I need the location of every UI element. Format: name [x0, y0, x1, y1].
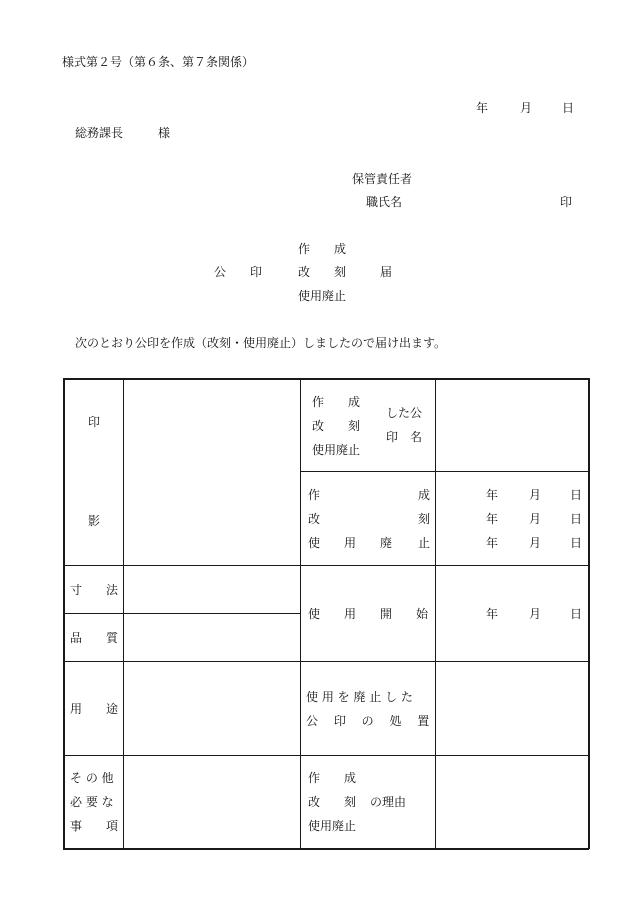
date-row-abolish-month: 月 [529, 536, 542, 550]
date-row-revise-a: 改 [308, 512, 321, 526]
seal-impression-label-bottom: 影 [88, 514, 101, 528]
date-row-create-a: 作 [308, 488, 321, 502]
date-day-label: 日 [562, 101, 575, 115]
date-row-abolish-a: 使 用 廃 [308, 536, 393, 550]
heading-right: 届 [380, 265, 393, 279]
reason-suffix: の理由 [370, 795, 407, 809]
reason-option-revise: 改 刻 [308, 795, 357, 809]
seal-name-option-revise: 改 刻 [312, 419, 361, 433]
date-row-create-month: 月 [529, 488, 542, 502]
heading-option-create: 作 成 [298, 242, 347, 256]
date-row-abolish-b: 止 [418, 536, 431, 550]
date-row-abolish-year: 年 [486, 536, 499, 550]
sender-role: 保管責任者 [352, 172, 413, 186]
sender-seal: 印 [560, 195, 573, 209]
date-row-revise-year: 年 [486, 512, 499, 526]
start-use-day: 日 [570, 607, 583, 621]
seal-name-suffix-bottom: 印 名 [386, 430, 423, 444]
start-use-year: 年 [486, 607, 499, 621]
heading-option-revise: 改 刻 [298, 265, 347, 279]
size-label: 寸 法 [70, 583, 119, 597]
other-line-3: 事 項 [70, 819, 119, 833]
other-line-1: そ の 他 [70, 771, 114, 785]
date-row-create-year: 年 [486, 488, 499, 502]
start-use-month: 月 [529, 607, 542, 621]
addressee-title: 総務課長 [75, 126, 124, 140]
date-row-abolish-day: 日 [570, 536, 583, 550]
date-row-revise-day: 日 [570, 512, 583, 526]
date-row-revise-month: 月 [529, 512, 542, 526]
start-use-label: 使 用 開 始 [308, 607, 429, 621]
other-line-2: 必 要 な [70, 795, 114, 809]
reason-option-create: 作 成 [308, 771, 357, 785]
sender-name-label: 職氏名 [366, 195, 403, 209]
disposal-line-2: 公 印 の 処 置 [306, 714, 430, 728]
form-number: 様式第２号（第６条、第７条関係） [62, 55, 255, 69]
date-row-create-b: 成 [418, 488, 431, 502]
purpose-label: 用 途 [70, 702, 119, 716]
date-month-label: 月 [520, 101, 533, 115]
heading-option-abolish: 使用廃止 [298, 289, 347, 303]
quality-label: 品 質 [70, 631, 119, 645]
intro-text: 次のとおり公印を作成（改刻・使用廃止）しましたので届け出ます。 [75, 336, 447, 350]
heading-left: 公 印 [214, 265, 263, 279]
date-row-create-day: 日 [570, 488, 583, 502]
addressee-honorific: 様 [158, 126, 171, 140]
seal-impression-label-top: 印 [88, 415, 101, 429]
seal-name-option-create: 作 成 [312, 395, 361, 409]
seal-name-option-abolish: 使用廃止 [312, 443, 361, 457]
disposal-line-1: 使 用 を 廃 止 し た [306, 690, 413, 704]
date-year-label: 年 [476, 101, 489, 115]
reason-option-abolish: 使用廃止 [308, 819, 357, 833]
seal-name-suffix-top: した公 [386, 406, 423, 420]
date-row-revise-b: 刻 [418, 512, 431, 526]
